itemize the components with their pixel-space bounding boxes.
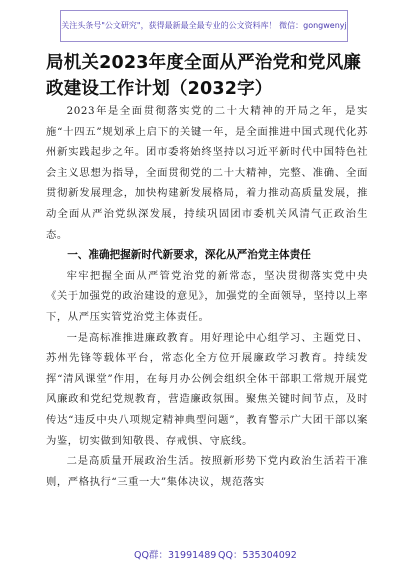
document-body xyxy=(46,101,368,492)
section-heading: 一、准确把握新时代新要求，深化从严治党主体责任 xyxy=(67,249,311,262)
paragraph-intro: 2023年是全面贯彻落实党的二十大精神的开局之年，是实施“十四五”规划承上启下的关键一年，是全面推进中国式现代化苏州新实践起步之年。团市委将始终坚持以习近平新时代中国特色社会主义思想为指导，全面贯彻党的二十大精神，完整、准确、全面贯彻新发展理念，加快构建新发展格局，着力推动高质量发展，推动全面从严治党纵深发展，持续巩固团市委机关风清气正政治生态。 xyxy=(46,105,368,241)
document-title: 局机关2023年度全面从严治党和党风廉政建设工作计划（2032字） xyxy=(46,53,362,99)
promo-banner: 关注头条号"公文研究"，获得最新最全最专业的公文资料库！ 微信：gongwenyj xyxy=(60,10,348,42)
qq-group-text: QQ群：31991489 xyxy=(134,550,217,561)
paragraph: 一是高标准推进廉政教育。用好理论中心组学习、主题党日、苏州先锋等载体平台，常态化全方位开展廉政学习教育。持续发挥“清风课堂”作用，在每月办公例会组织全体干部职工常规开展党风廉政和党纪党规教育，营造廉政氛围。聚焦关键时间节点，及时传达“违反中央八项规定精神典型问题”，教育警示广大团干部以案为鉴，切实做到知敬畏、存戒惧、守底线。 xyxy=(46,331,368,447)
paragraph: 二是高质量开展政治生活。按照新形势下党内政治生活若干准则，严格执行“三重一大”集体决议，规范落实 xyxy=(46,455,368,488)
qq-contact-text: QQ：535304092 xyxy=(218,550,297,561)
footer xyxy=(0,545,408,563)
paragraph: 牢牢把握全面从严管党治党的新常态，坚决贯彻落实党中央《关于加强党的政治建设的意见》，加强党的全面领导，坚持以上率下，从严压实管党治党主体责任。 xyxy=(46,269,368,323)
